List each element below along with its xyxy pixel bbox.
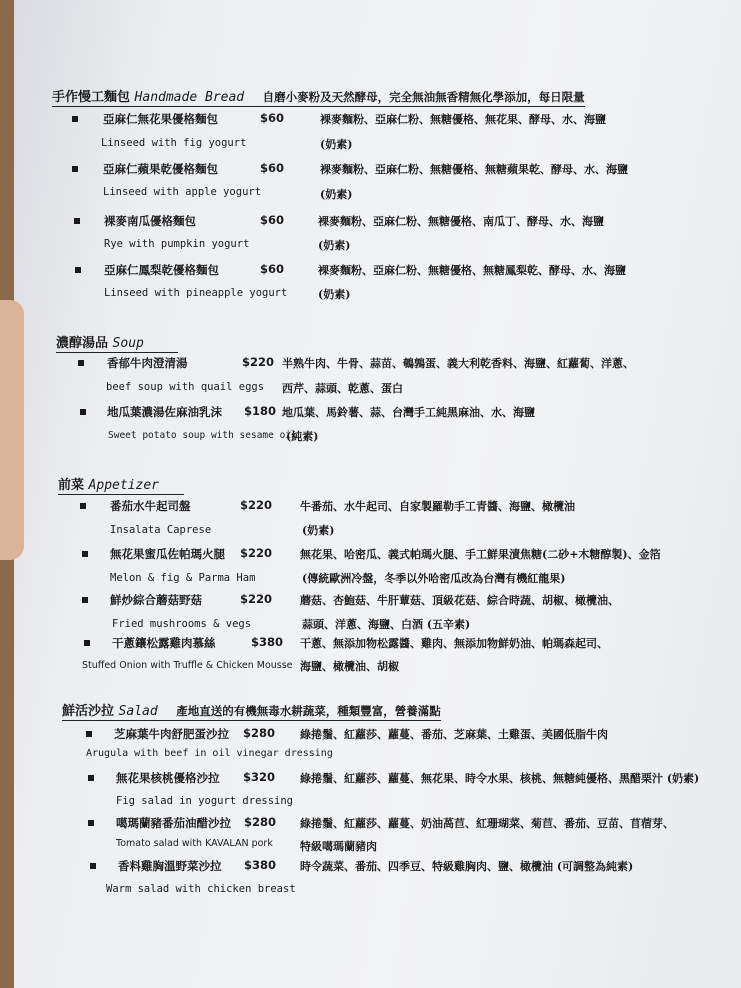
item-ingredients-2: (傳統歐洲冷盤，冬季以外哈密瓜改為台灣有機紅龍果) [302, 572, 566, 585]
item-name-en: Tomato salad with KAVALAN pork [116, 838, 273, 849]
item-name: 無花果核桃優格沙拉 [116, 771, 220, 785]
item-ingredients: 地瓜葉、馬鈴薯、蒜、台灣手工純黑麻油、水、海鹽 [282, 406, 535, 419]
section-title-en: Appetizer [88, 478, 159, 493]
item-name-en: Insalata Caprese [110, 524, 212, 536]
item-ingredients: 半熟牛肉、牛骨、蒜苗、鵪鶉蛋、義大利乾香料、海鹽、紅蘿蔔、洋蔥、 [282, 357, 634, 370]
item-name: 番茄水牛起司盤 [110, 499, 191, 513]
bullet-icon [88, 820, 94, 826]
item-price: $220 [240, 546, 273, 560]
item-ingredients: 綠捲鬚、紅蘿莎、蘿蔓、番茄、芝麻葉、土雞蛋、美國低脂牛肉 [300, 728, 608, 741]
item-price: $220 [240, 498, 273, 512]
bullet-icon [84, 640, 90, 646]
section-title-soup [56, 332, 178, 353]
item-name-en: Linseed with pineapple yogurt [104, 287, 288, 299]
item-name: 香郁牛肉澄清湯 [107, 356, 188, 370]
section-title-en: Salad [118, 704, 158, 719]
item-ingredients: 干蔥、無添加物松露醬、雞肉、無添加物鮮奶油、帕瑪森起司、 [300, 637, 608, 650]
item-name-en: Rye with pumpkin yogurt [104, 238, 250, 250]
bullet-icon [86, 731, 92, 737]
item-price: $60 [260, 111, 285, 125]
item-diet: (奶素) [318, 288, 351, 301]
item-name-en: beef soup with quail eggs [106, 381, 265, 393]
item-name: 香料雞胸溫野菜沙拉 [118, 859, 222, 873]
item-price: $380 [251, 635, 284, 649]
item-price: $60 [260, 213, 285, 227]
item-name: 噶瑪蘭豬番茄油醋沙拉 [116, 816, 231, 830]
item-ingredients: 蘑菇、杏鮑菇、牛肝蕈菇、頂級花菇、綜合時蔬、胡椒、橄欖油、 [300, 594, 619, 607]
section-title-salad [62, 700, 441, 721]
item-name-en: Linseed with fig yogurt [101, 137, 247, 149]
item-name-en: Arugula with beef in oil vinegar dressing [86, 748, 333, 759]
item-diet: (奶素) [320, 188, 353, 201]
item-ingredients: 裸麥麵粉、亞麻仁粉、無糖優格、無糖鳳梨乾、酵母、水、海鹽 [318, 264, 626, 277]
section-note: 自磨小麥粉及天然酵母，完全無油無香精無化學添加，每日限量 [262, 90, 585, 104]
item-ingredients: 裸麥麵粉、亞麻仁粉、無糖優格、無糖蘋果乾、酵母、水、海鹽 [320, 163, 628, 176]
item-name: 裸麥南瓜優格麵包 [104, 214, 196, 228]
item-name: 地瓜葉濃湯佐麻油乳沫 [107, 405, 222, 419]
item-name-en: Fig salad in yogurt dressing [116, 795, 294, 807]
bullet-icon [82, 551, 88, 557]
item-price: $60 [260, 161, 285, 175]
item-price: $280 [244, 815, 277, 829]
item-diet: (純素) [286, 430, 319, 443]
item-name: 亞麻仁蘋果乾優格麵包 [103, 162, 218, 176]
item-diet: (奶素) [320, 138, 353, 151]
section-title-zh: 濃醇湯品 [56, 336, 109, 351]
section-title-zh: 鮮活沙拉 [62, 704, 115, 719]
item-ingredients: 無花果、哈密瓜、義式帕瑪火腿、手工鮮果漬焦糖(二砂+木糖醇製)、金箔 [300, 548, 661, 561]
thumb [0, 300, 24, 560]
item-name: 鮮炒綜合蘑菇野菇 [110, 593, 202, 607]
item-name-en: Melon & fig & Parma Ham [110, 572, 256, 584]
section-title-zh: 手作慢工麵包 [52, 90, 131, 105]
bullet-icon [72, 166, 78, 172]
item-ingredients-2: 蒜頭、洋蔥、海鹽、白酒 (五辛素) [302, 618, 471, 631]
item-diet: (奶素) [302, 524, 335, 537]
bullet-icon [80, 503, 86, 509]
section-note: 產地直送的有機無毒水耕蔬菜，種類豐富，營養滿點 [176, 704, 441, 718]
item-ingredients: 裸麥麵粉、亞麻仁粉、無糖優格、南瓜丁、酵母、水、海鹽 [318, 215, 604, 228]
section-title-zh: 前菜 [58, 478, 85, 493]
item-name: 干蔥鑲松露雞肉慕絲 [112, 636, 216, 650]
item-name-en: Sweet potato soup with sesame oil [108, 430, 297, 441]
item-name-en: Stuffed Onion with Truffle & Chicken Mousse [82, 660, 293, 671]
item-ingredients: 綠捲鬚、紅蘿莎、蘿蔓、無花果、時令水果、核桃、無糖純優格、黑醋栗汁 (奶素) [300, 772, 700, 785]
item-name: 亞麻仁無花果優格麵包 [103, 112, 218, 126]
bullet-icon [72, 116, 78, 122]
section-title-bread [52, 86, 585, 107]
item-price: $180 [244, 404, 277, 418]
bullet-icon [74, 218, 80, 224]
item-price: $220 [240, 592, 273, 606]
bullet-icon [88, 775, 94, 781]
item-ingredients: 時令蔬菜、番茄、四季豆、特級雞胸肉、鹽、橄欖油 (可調整為純素) [300, 860, 634, 873]
item-name: 芝麻葉牛肉舒肥蛋沙拉 [114, 727, 229, 741]
item-name-en: Warm salad with chicken breast [106, 883, 296, 895]
item-ingredients-2: 西芹、蒜頭、乾蔥、蛋白 [282, 382, 403, 395]
item-name-en: Linseed with apple yogurt [103, 186, 262, 198]
item-price: $280 [243, 726, 276, 740]
section-title-appetizer [58, 474, 184, 495]
item-price: $380 [244, 858, 277, 872]
item-ingredients-2: 海鹽、橄欖油、胡椒 [300, 660, 399, 673]
item-name-en: Fried mushrooms & vegs [112, 618, 252, 630]
bullet-icon [80, 409, 86, 415]
item-ingredients: 綠捲鬚、紅蘿莎、蘿蔓、奶油萵苣、紅珊瑚菜、菊苣、番茄、豆苗、苜蓿芽、 [300, 817, 674, 830]
item-name: 無花果蜜瓜佐帕瑪火腿 [110, 547, 225, 561]
item-ingredients-2: 特級噶瑪蘭豬肉 [300, 840, 377, 853]
bullet-icon [90, 863, 96, 869]
section-title-en: Soup [112, 336, 144, 351]
item-price: $320 [243, 770, 276, 784]
item-ingredients: 牛番茄、水牛起司、自家製羅勒手工青醬、海鹽、橄欖油 [300, 500, 575, 513]
section-title-en: Handmade Bread [134, 90, 245, 105]
bullet-icon [82, 597, 88, 603]
item-price: $220 [242, 355, 275, 369]
item-name: 亞麻仁鳳梨乾優格麵包 [104, 263, 219, 277]
bullet-icon [78, 360, 84, 366]
bullet-icon [75, 267, 81, 273]
item-diet: (奶素) [318, 239, 351, 252]
item-price: $60 [260, 262, 285, 276]
item-ingredients: 裸麥麵粉、亞麻仁粉、無糖優格、無花果、酵母、水、海鹽 [320, 113, 606, 126]
